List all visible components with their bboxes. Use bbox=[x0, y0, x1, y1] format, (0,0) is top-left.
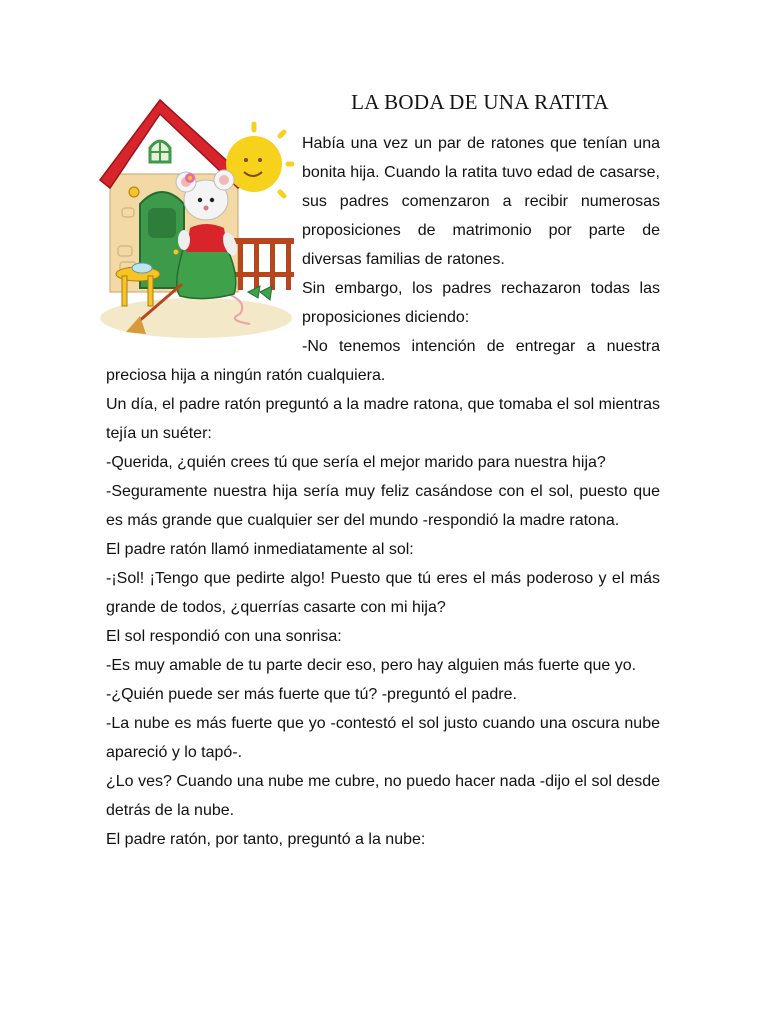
body-paragraph: -Seguramente nuestra hija sería muy feliz casándose con el sol, puesto que es más grande que cualquier ser del mundo -respondió la madre ratona. bbox=[106, 483, 660, 529]
story-illustration bbox=[98, 96, 294, 340]
body-paragraph: Un día, el padre ratón preguntó a la madre ratona, que tomaba el sol mientras tejía un suéter: bbox=[106, 396, 660, 442]
mouse-bride-house-illustration bbox=[98, 96, 294, 340]
body-paragraph: El sol respondió con una sonrisa: bbox=[106, 628, 342, 645]
intro-paragraph: Había una vez un par de ratones que tenían una bonita hija. Cuando la ratita tuvo edad de casarse, sus padres comenzaron a recibir numerosas proposiciones de matrimonio por parte de diversas familias de ratones. bbox=[302, 135, 660, 268]
body-paragraph: El padre ratón, por tanto, preguntó a la nube: bbox=[106, 831, 426, 848]
body-paragraph: El padre ratón llamó inmediatamente al sol: bbox=[106, 541, 414, 558]
quote-line-end: preciosa hija a ningún ratón cualquiera. bbox=[106, 367, 386, 384]
quote-line-start: -No tenemos intención de entregar a nuestra bbox=[302, 338, 660, 355]
body-paragraph: -¿Quién puede ser más fuerte que tú? -preguntó el padre. bbox=[106, 686, 517, 703]
quote-paragraph bbox=[106, 332, 660, 390]
body-paragraph: -¡Sol! ¡Tengo que pedirte algo! Puesto que tú eres el más poderoso y el más grande de todos, ¿querrías casarte con mi hija? bbox=[106, 570, 660, 616]
story-body bbox=[106, 390, 660, 854]
refusal-paragraph: Sin embargo, los padres rechazaron todas las proposiciones diciendo: bbox=[302, 280, 660, 326]
body-paragraph: ¿Lo ves? Cuando una nube me cubre, no puedo hacer nada -dijo el sol desde detrás de la nube. bbox=[106, 773, 660, 819]
body-paragraph: -Querida, ¿quién crees tú que sería el mejor marido para nuestra hija? bbox=[106, 454, 606, 471]
body-paragraph: -Es muy amable de tu parte decir eso, pero hay alguien más fuerte que yo. bbox=[106, 657, 637, 674]
body-paragraph: -La nube es más fuerte que yo -contestó el sol justo cuando una oscura nube apareció y lo tapó-. bbox=[106, 715, 660, 761]
page-title: LA BODA DE UNA RATITA bbox=[351, 90, 609, 114]
